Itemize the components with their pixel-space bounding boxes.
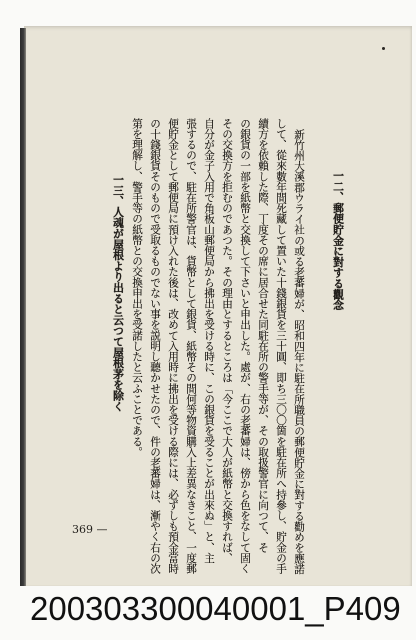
body-line: 新竹州大溪郡ウライ社の或る老蕃婦が、昭和四年に駐在所職員の郵便貯金に對する勸めを應諾 (293, 128, 305, 574)
body-line: の十錢銀貨そのもので受取るものでない事を説明し聽かせたので、件の老蕃婦は、漸やく右の次 (149, 118, 161, 574)
body-line: 張するので、駐在所警官は、貨幣として銀貨、紙幣その間何等物資購入上差異なきこと、一度郵 (185, 118, 197, 574)
ink-speck (382, 47, 385, 50)
page-binding-edge (20, 28, 26, 586)
body-line: その交換方を拒むのであつた。その理由とするところは「今ここで大人が紙幣と交換すれば、 (221, 118, 233, 564)
section-heading: 一二、郵便貯金に對する觀念 (332, 170, 345, 311)
body-line: 續方を依賴した際、丁度その席に居合せた同駐在所の警手等が、その取扱警官に向つて、そ (257, 118, 269, 553)
body-line: の銀貨の一部を紙幣と交換して下さいと申出した。處が、右の老蕃婦は、傍から色をなして固く (239, 118, 251, 574)
body-line: 自分が金子入用で角板山郵便局から拂出を受ける時に、この銀貨を受ることが出來ぬ」と、主 (203, 118, 215, 564)
page-number: 369 — (72, 523, 108, 536)
scan-id-label: 200303300040001_P409 (30, 590, 401, 627)
body-line: 第を理解し、警手等の紙幣との交換申出を受諾したと云ふことである。 (131, 118, 143, 458)
body-line: して、從來數年間死藏して置いた十錢銀貨を三十圓、即ち三〇〇箇を駐在所へ持參し、貯金の手 (275, 118, 287, 574)
body-line: 便貯金として郵便局に預け入れた後は、改めて入用時に拂出を受ける際には、必ずしも預金當時 (167, 118, 179, 574)
section-heading: 一三、人魂が屋根より出ると云つて屋根茅を除く (112, 174, 125, 412)
